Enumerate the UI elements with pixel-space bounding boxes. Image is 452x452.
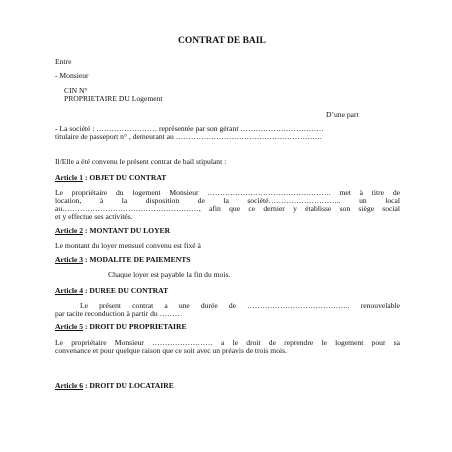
article-6-heading: Article 6 : DROIT DU LOCATAIRE bbox=[55, 381, 174, 390]
article-6-label: Article 6 bbox=[55, 381, 84, 390]
article-1-line-1: Le propriétaire du logement Monsieur …………………………………………. met à titre de bbox=[55, 188, 400, 197]
article-5-label: Article 5 bbox=[55, 322, 84, 331]
article-2-heading: Article 2 : MONTANT DU LOYER bbox=[55, 226, 171, 235]
document-title: CONTRAT DE BAIL bbox=[178, 36, 266, 46]
article-1-line-3: au………………………………………………, afin que ce dernier y établisse son siège social bbox=[55, 204, 400, 213]
article-1-heading: Article 1 : OBJET DU CONTRAT bbox=[55, 173, 167, 182]
article-5-line-2: convenance et pour quelque raison que ce soit avec un préavis de trois mois. bbox=[55, 346, 287, 355]
convenu-text: Il/Elle a été convenu le présent contrat de bail stipulant : bbox=[55, 157, 227, 166]
article-1-label: Article 1 bbox=[55, 173, 84, 182]
article-3-line-1: Chaque loyer est payable la fin du mois. bbox=[108, 270, 231, 279]
article-1-title: OBJET DU CONTRAT bbox=[89, 173, 167, 182]
article-4-title: DUREE DU CONTRAT bbox=[89, 286, 169, 295]
article-6-title: DROIT DU LOCATAIRE bbox=[89, 381, 174, 390]
article-3-heading: Article 3 : MODALITE DE PAIEMENTS bbox=[55, 255, 191, 264]
article-5-heading: Article 5 : DROIT DU PROPRIETAIRE bbox=[55, 322, 187, 331]
proprietaire-label: PROPRIETAIRE DU Logement bbox=[64, 94, 163, 103]
article-3-title: MODALITE DE PAIEMENTS bbox=[89, 255, 191, 264]
article-4-line-1: Le présent contrat a une durée de ………………………………….. renouvelable bbox=[80, 301, 400, 310]
article-4-label: Article 4 bbox=[55, 286, 84, 295]
societe-line-2: titulaire de passeport n° , demeurant au …………………………………………………. bbox=[55, 132, 322, 141]
societe-line-1: - La société : …………………… représentée par son gérant …………………………… bbox=[55, 124, 324, 133]
article-2-line-1: Le montant du loyer mensuel convenu est fixé à bbox=[55, 241, 201, 250]
cin-label: CIN N° bbox=[64, 86, 88, 95]
article-3-label: Article 3 bbox=[55, 255, 84, 264]
article-2-title: MONTANT DU LOYER bbox=[89, 226, 171, 235]
article-5-title: DROIT DU PROPRIETAIRE bbox=[89, 322, 187, 331]
monsieur-label: - Monsieur bbox=[55, 71, 89, 80]
article-1-line-4: et y effectue ses activités. bbox=[55, 212, 133, 221]
article-5-line-1: Le propriétaire Monsieur …………………… a le droit de reprendre le logement pour sa bbox=[55, 338, 400, 347]
article-2-label: Article 2 bbox=[55, 226, 84, 235]
article-4-heading: Article 4 : DUREE DU CONTRAT bbox=[55, 286, 169, 295]
dune-part-label: D’une part bbox=[326, 110, 359, 119]
article-4-line-2: par tacite reconduction à partir du ……… bbox=[55, 309, 183, 318]
article-1-line-2: location, à la disposition de la société……………………….. un local bbox=[55, 196, 400, 205]
entre-label: Entre bbox=[55, 57, 72, 66]
